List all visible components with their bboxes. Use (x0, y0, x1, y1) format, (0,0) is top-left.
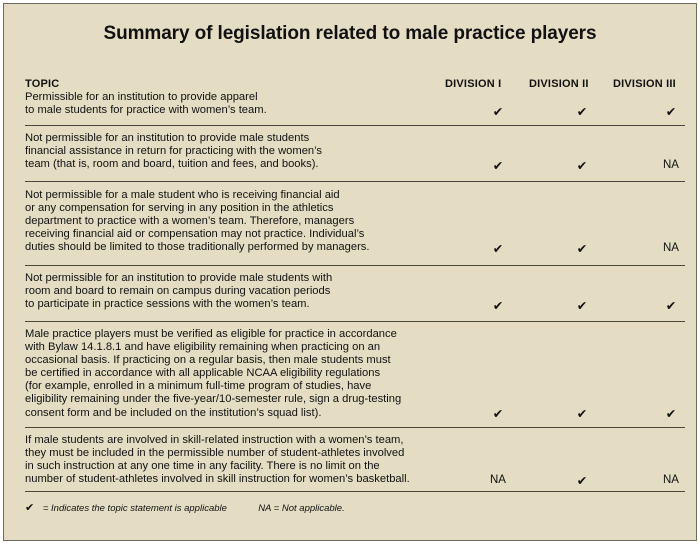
division-2-check: ✔ (576, 159, 588, 173)
legend (25, 501, 351, 514)
division-1-check: ✔ (492, 242, 504, 256)
division-2-check: ✔ (576, 105, 588, 119)
row-divider (25, 181, 685, 182)
division-1-na: NA (490, 474, 506, 486)
check-icon: ✔ (25, 502, 35, 514)
topic-text: Not permissible for an institution to provide male students financial assistance in return for practicing with the women’s team (that is, room and board, tuition and fees, and books). (25, 132, 323, 171)
topic-text: Male practice players must be verified as eligible for practice in accordance with Bylaw 14.1.8.1 and have eligibility remaining when practicing on an occasional basis. If practicing on a regular basis, then male students must be certified in accordance with all applicable NCAA eligibility regulations (for example, enrolled in a minimum full-time program of studies, have eligibility remaining under the five-year/10-semester rule, sign a drug-testing consent form and be included on the institution’s squad list). (25, 328, 402, 419)
row-divider (25, 491, 685, 492)
division-3-check: ✔ (665, 299, 677, 313)
topic-text: Not permissible for a male student who is receiving financial aid or any compensation for serving in any position in the athletics department to practice with a women’s team. Therefore, managers receiving financial aid or compensation may not practice. Individual’s duties should be limited to those traditionally performed by managers. (25, 189, 370, 254)
topic-text: Permissible for an institution to provide apparel to male students for practice with women’s team. (25, 91, 267, 117)
division-3-check: ✔ (665, 407, 677, 421)
table-row (25, 189, 685, 261)
table-row (25, 272, 685, 318)
row-divider (25, 265, 685, 266)
legend-check-text: = Indicates the topic statement is applicable (42, 503, 227, 514)
topic-text: Not permissible for an institution to provide male students with room and board to remain on campus during vacation periods to participate in practice sessions with the women’s team. (25, 272, 333, 311)
division-2-check: ✔ (576, 242, 588, 256)
column-header-division-2: DIVISION II (529, 78, 589, 90)
table-row (25, 434, 685, 492)
table-row (25, 328, 685, 426)
column-header-division-3: DIVISION III (613, 78, 676, 90)
division-1-check: ✔ (492, 105, 504, 119)
table-row (25, 91, 685, 125)
legislation-summary-panel (3, 3, 697, 541)
column-header-topic: TOPIC (25, 78, 60, 90)
page-title: Summary of legislation related to male practice players (103, 23, 597, 44)
division-3-check: ✔ (665, 105, 677, 119)
division-1-check: ✔ (492, 299, 504, 313)
division-1-check: ✔ (492, 407, 504, 421)
row-divider (25, 321, 685, 322)
row-divider (25, 427, 685, 428)
legend-na-text: NA = Not applicable. (258, 503, 345, 514)
division-1-check: ✔ (492, 159, 504, 173)
division-3-na: NA (663, 159, 679, 171)
topic-text: If male students are involved in skill-related instruction with a women’s team, they must be included in the permissible number of student-athletes involved in such instruction at any one time in any facility. There is no limit on the number of student-athletes involved in skill instruction for women’s basketball. (25, 434, 410, 486)
division-2-check: ✔ (576, 407, 588, 421)
division-3-na: NA (663, 242, 679, 254)
division-2-check: ✔ (576, 474, 588, 488)
row-divider (25, 125, 685, 126)
division-3-na: NA (663, 474, 679, 486)
table-row (25, 132, 685, 178)
column-header-division-1: DIVISION I (445, 78, 502, 90)
division-2-check: ✔ (576, 299, 588, 313)
